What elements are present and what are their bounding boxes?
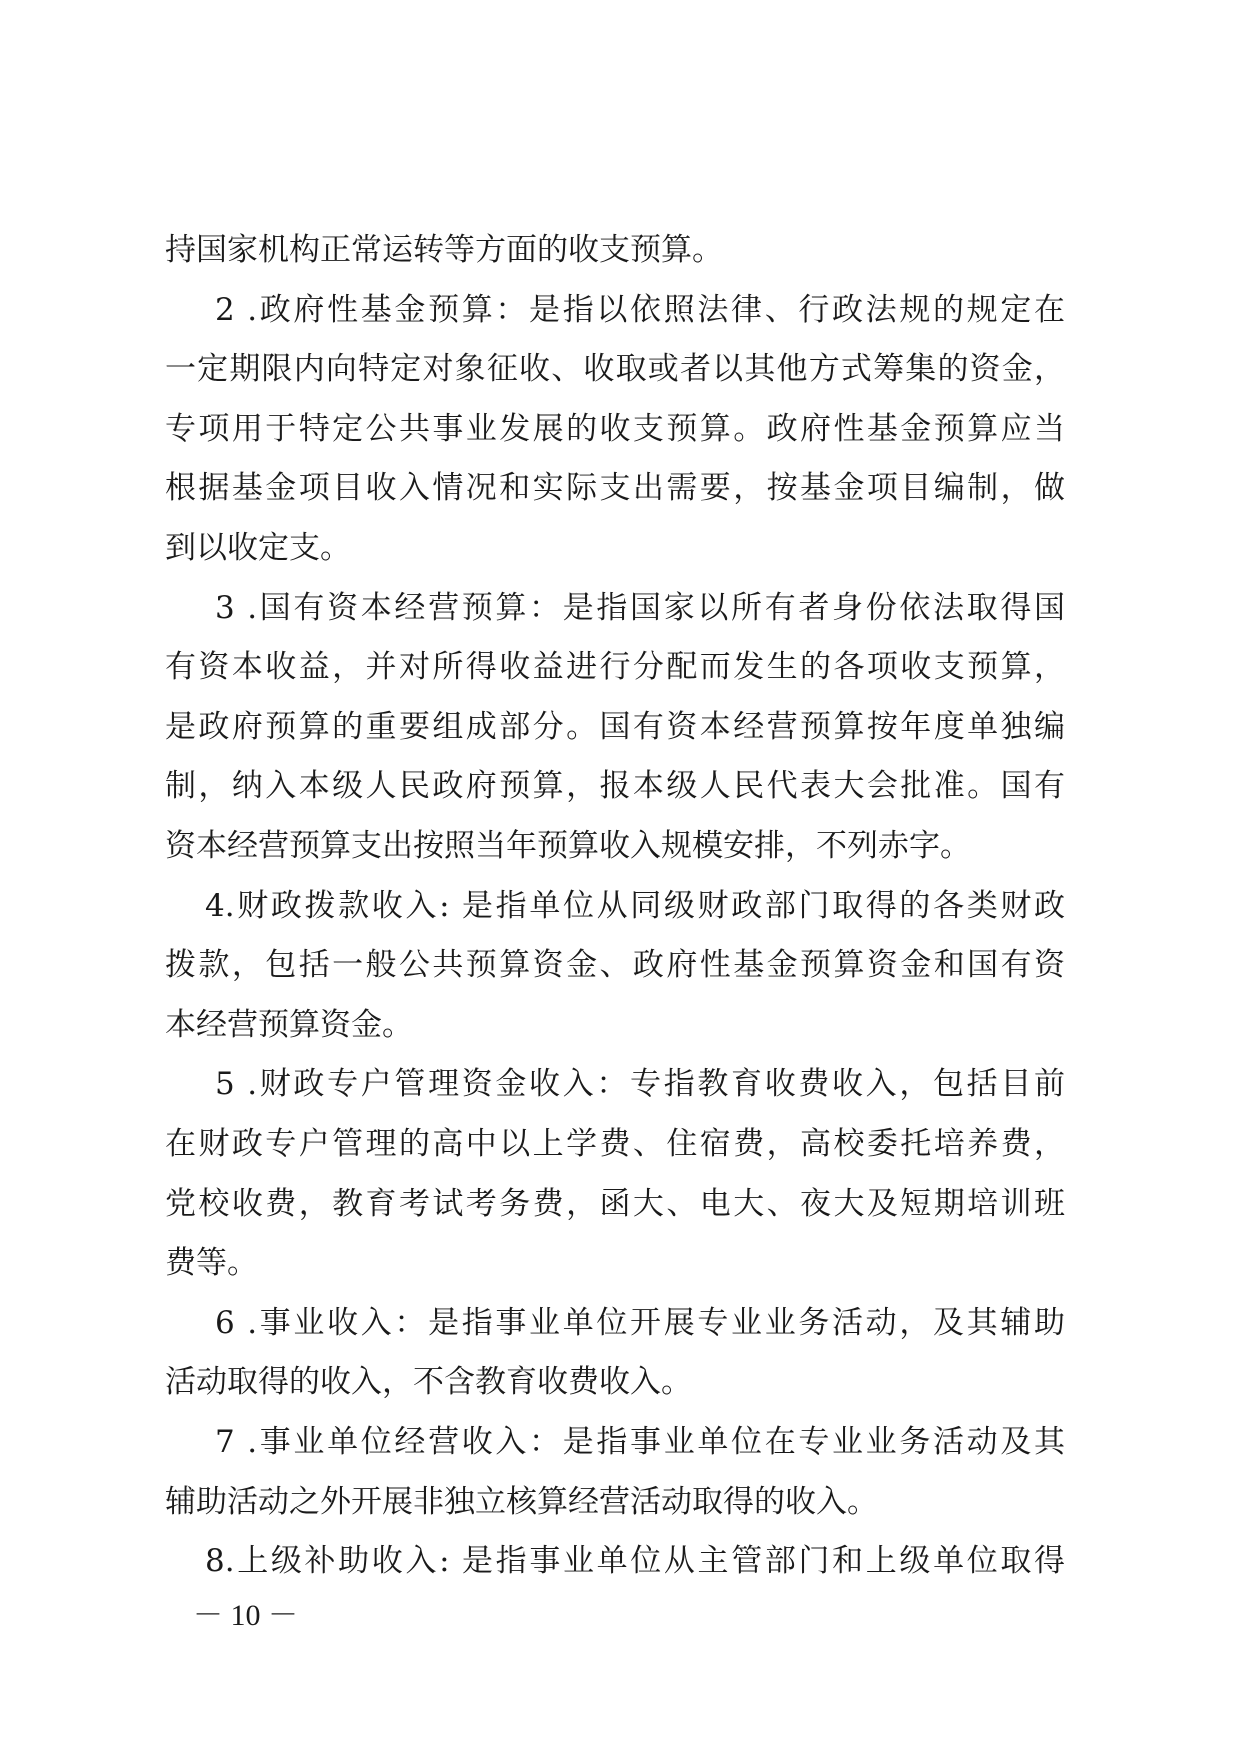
text-line: 党校收费，教育考试考务费，函大、电大、夜大及短期培训班 bbox=[165, 1185, 1065, 1222]
text-line: 资本经营预算支出按照当年预算收入规模安排，不列赤字。 bbox=[165, 828, 971, 864]
text-line: 专项用于特定公共事业发展的收支预算。政府性基金预算应当 bbox=[165, 410, 1065, 447]
text-line: 8.上级补助收入: 是指事业单位从主管部门和上级单位取得 bbox=[205, 1543, 1065, 1580]
text-line: 拨款，包括一般公共预算资金、政府性基金预算资金和国有资 bbox=[165, 947, 1065, 984]
text-line: 有资本收益，并对所得收益进行分配而发生的各项收支预算， bbox=[165, 649, 1065, 686]
text-line: 持国家机构正常运转等方面的收支预算。 bbox=[165, 232, 723, 268]
text-line: 一定期限内向特定对象征收、收取或者以其他方式筹集的资金， bbox=[165, 351, 1065, 388]
text-line: 5 .财政专户管理资金收入：专指教育收费收入，包括目前 bbox=[215, 1066, 1065, 1103]
text-line: 4.财政拨款收入: 是指单位从同级财政部门取得的各类财政 bbox=[205, 887, 1065, 924]
text-line: 制，纳入本级人民政府预算，报本级人民代表大会批准。国有 bbox=[165, 768, 1065, 805]
text-line: 辅助活动之外开展非独立核算经营活动取得的收入。 bbox=[165, 1483, 878, 1520]
text-line: 是政府预算的重要组成部分。国有资本经营预算按年度单独编 bbox=[165, 708, 1065, 745]
text-line: 在财政专户管理的高中以上学费、住宿费，高校委托培养费， bbox=[165, 1126, 1065, 1162]
text-line: 活动取得的收入，不含教育收费收入。 bbox=[165, 1364, 692, 1401]
text-line: 本经营预算资金。 bbox=[165, 1006, 413, 1043]
text-line: 2 .政府性基金预算：是指以依照法律、行政法规的规定在 bbox=[215, 291, 1065, 328]
text-line: 到以收定支。 bbox=[165, 530, 351, 566]
text-line: 费等。 bbox=[165, 1245, 258, 1282]
text-line: 根据基金项目收入情况和实际支出需要，按基金项目编制，做 bbox=[165, 470, 1065, 507]
text-line: 7 .事业单位经营收入：是指事业单位在专业业务活动及其 bbox=[215, 1424, 1065, 1460]
page-number: － 10 － bbox=[193, 1599, 298, 1632]
text-line: 6 .事业收入：是指事业单位开展专业业务活动，及其辅助 bbox=[215, 1304, 1065, 1341]
text-line: 3 .国有资本经营预算：是指国家以所有者身份依法取得国 bbox=[215, 589, 1065, 626]
